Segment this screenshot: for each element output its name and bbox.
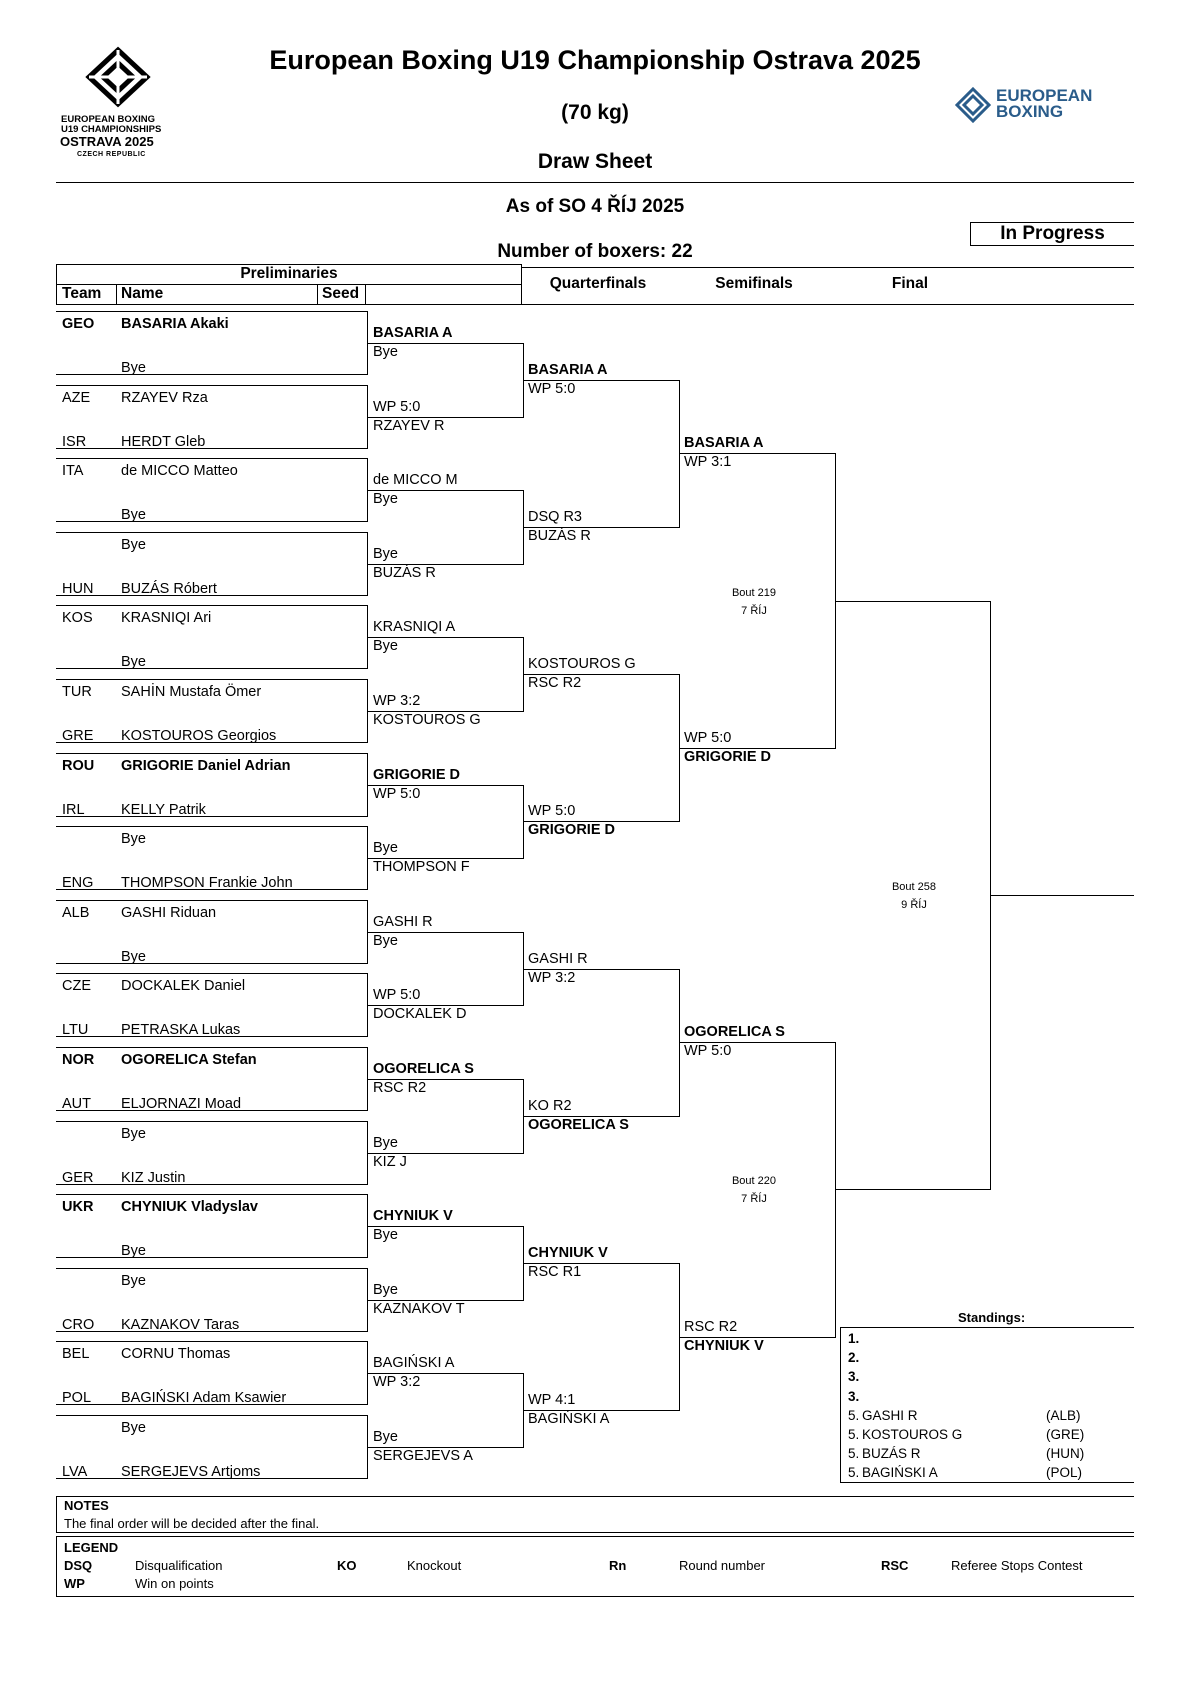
entrant-name: BASARIA Akaki (121, 316, 229, 332)
entrant-name: BUZÁS Róbert (121, 580, 217, 597)
logo-line-4: CZECH REPUBLIC (77, 151, 146, 158)
entrant-name: ELJORNAZI Moad (121, 1096, 242, 1112)
prelim-result-bottom: KAZNAKOV T (373, 1300, 465, 1317)
legend-desc: Round number (679, 1558, 765, 1573)
entrant-team: GRE (62, 728, 94, 744)
standings-name: GASHI R (862, 1407, 918, 1423)
standings-team: (POL) (1046, 1465, 1083, 1481)
qf-bout-box (368, 1373, 524, 1448)
bout-number: Bout 258 (891, 881, 937, 893)
entrant-name: Bye (121, 536, 146, 553)
qf-result-bottom: BAGIŃSKI A (528, 1411, 610, 1428)
prelim-result-top: WP 5:0 (373, 987, 421, 1004)
entrant-name: KOSTOUROS Georgios (121, 728, 277, 744)
entrant-name: de MICCO Matteo (121, 463, 238, 480)
prelim-result-top: CHYNIUK V (373, 1208, 453, 1225)
legend-desc: Referee Stops Contest (951, 1558, 1083, 1573)
prelim-result-top: de MICCO M (373, 472, 458, 489)
standings-place: 2. (848, 1350, 860, 1366)
entrant-team: TUR (62, 684, 92, 700)
seed-header: Seed (322, 285, 360, 302)
entrant-team: HUN (62, 580, 94, 597)
final-header: Final (891, 275, 929, 292)
status-badge: In Progress (1000, 223, 1105, 244)
entrant-name: CHYNIUK Vladyslav (121, 1199, 258, 1216)
standings-title: Standings: (958, 1310, 1026, 1325)
entrant-name: RZAYEV Rza (121, 389, 208, 406)
prelim-result-top: BAGIŃSKI A (373, 1355, 455, 1372)
sf-result-top: BASARIA A (684, 435, 764, 452)
prelim-result-top: WP 5:0 (373, 398, 421, 415)
bout-date: 7 ŘÍJ (741, 605, 767, 617)
entrant-name: KRASNIQI Ari (121, 610, 212, 627)
team-header: Team (62, 285, 102, 302)
prelim-result-top: Bye (373, 840, 398, 857)
standings-team: (HUN) (1046, 1446, 1085, 1462)
entrant-name: Bye (121, 1272, 146, 1289)
qf-result-top: GASHI R (528, 950, 588, 967)
prelim-result-bottom: BUZÁS R (373, 564, 436, 581)
legend-desc: Disqualification (135, 1558, 223, 1573)
entrant-name: Bye (121, 1125, 146, 1142)
sf-result-top: WP 5:0 (684, 729, 732, 746)
entrant-team: LVA (62, 1464, 88, 1480)
entrant-team: ALB (62, 904, 90, 921)
prelim-result-bottom: WP 3:2 (373, 1374, 421, 1391)
prelim-result-top: WP 3:2 (373, 693, 421, 709)
prelim-result-bottom: KIZ J (373, 1153, 407, 1170)
page-title: European Boxing U19 Championship Ostrava 2025 (269, 45, 921, 75)
entrant-name: OGORELICA Stefan (121, 1052, 257, 1068)
entrant-team: CRO (62, 1316, 95, 1333)
entrant-name: Bye (121, 360, 146, 376)
prelim-bout-box (56, 385, 368, 449)
prelim-bout-box (56, 1047, 368, 1111)
qf-result-top: WP 5:0 (528, 803, 576, 820)
qf-result-bottom: RSC R1 (528, 1264, 582, 1280)
entrant-name: CORNU Thomas (121, 1346, 231, 1363)
prelim-result-top: Bye (373, 1429, 398, 1445)
prelim-result-bottom: Bye (373, 932, 398, 949)
entrant-name: PETRASKA Lukas (121, 1022, 241, 1039)
qf-result-top: KO R2 (528, 1097, 572, 1114)
standings-name: BAGIŃSKI A (862, 1465, 938, 1481)
qf-bout-box (368, 785, 524, 860)
prelim-bout-box (56, 1194, 368, 1258)
qf-result-top: WP 4:1 (528, 1392, 576, 1409)
prelim-result-bottom: KOSTOUROS G (373, 712, 481, 728)
prelim-bout-box (56, 605, 368, 669)
prelim-bout-box (56, 826, 368, 890)
qf-result-top: BASARIA A (528, 361, 608, 378)
federation-logo-line-1: EUROPEAN (996, 86, 1093, 105)
prelim-result-bottom: Bye (373, 344, 398, 360)
prelim-result-top: Bye (373, 545, 398, 562)
standings-place: 5. (848, 1465, 860, 1481)
entrant-team: BEL (62, 1346, 90, 1363)
prelim-bout-box (56, 900, 368, 964)
entrant-team: POL (62, 1390, 92, 1407)
legend-desc: Knockout (407, 1558, 462, 1573)
prelim-bout-box (56, 532, 368, 596)
prelim-result-bottom: RSC R2 (373, 1080, 427, 1096)
legend-desc: Win on points (135, 1576, 214, 1591)
entrant-name: KELLY Patrik (121, 801, 206, 818)
entrant-name: HERDT Gleb (121, 433, 206, 450)
entrant-name: GASHI Riduan (121, 904, 217, 921)
entrant-name: Bye (121, 948, 146, 965)
header-divider (56, 182, 1134, 183)
sf-result-bottom: CHYNIUK V (684, 1337, 764, 1354)
prelim-bout-box (56, 311, 368, 375)
championship-bout-box (835, 601, 991, 1191)
bout-date: 9 ŘÍJ (901, 899, 927, 911)
prelim-result-top: KRASNIQI A (373, 619, 456, 636)
standings-team: (ALB) (1046, 1407, 1081, 1423)
prelim-result-bottom: Bye (373, 1227, 398, 1244)
entrant-name: SAHİN Mustafa Ömer (121, 684, 262, 700)
qf-bout-box (368, 637, 524, 712)
as-of-date: As of SO 4 ŘÍJ 2025 (505, 196, 685, 217)
prelim-result-bottom: Bye (373, 638, 398, 655)
prelim-result-bottom: RZAYEV R (373, 417, 445, 434)
prelim-result-top: GASHI R (373, 913, 433, 930)
prelim-bout-box (56, 753, 368, 817)
standings-place: 3. (848, 1369, 860, 1385)
entrant-team: AZE (62, 389, 91, 406)
legend-abbr: DSQ (64, 1558, 93, 1573)
prelim-bout-box (56, 1341, 368, 1405)
prelim-result-bottom: WP 5:0 (373, 785, 421, 802)
qf-result-top: DSQ R3 (528, 509, 582, 525)
prelim-result-top: Bye (373, 1281, 398, 1298)
sf-result-bottom: WP 5:0 (684, 1043, 732, 1060)
prelim-bout-box (56, 679, 368, 743)
entrant-name: THOMPSON Frankie John (121, 875, 293, 892)
sf-bout-box (523, 969, 680, 1117)
prelim-result-bottom: DOCKALEK D (373, 1006, 467, 1023)
entrant-name: SERGEJEVS Artjoms (121, 1464, 261, 1480)
sf-result-bottom: WP 3:1 (684, 454, 732, 471)
qf-result-bottom: WP 5:0 (528, 380, 576, 397)
final-bout-box (679, 453, 836, 748)
entrant-team: ITA (62, 463, 84, 480)
qf-bout-box (368, 1226, 524, 1301)
final-bout-box (679, 1042, 836, 1337)
prelim-result-bottom: Bye (373, 491, 398, 508)
entrant-team: LTU (62, 1022, 89, 1039)
logo-line-3: OSTRAVA 2025 (60, 134, 154, 149)
entrant-name: GRIGORIE Daniel Adrian (121, 757, 291, 774)
standings-place: 1. (848, 1331, 860, 1346)
prelim-bout-box (56, 458, 368, 522)
semifinals-header: Semifinals (715, 275, 793, 292)
logo-line-1: EUROPEAN BOXING (61, 114, 155, 125)
entrant-team: ROU (62, 757, 95, 774)
entrant-name: Bye (121, 1420, 146, 1436)
standings-name: KOSTOUROS G (862, 1427, 963, 1442)
legend-abbr: WP (64, 1576, 85, 1591)
qf-result-bottom: GRIGORIE D (528, 822, 616, 839)
sf-result-top: RSC R2 (684, 1318, 738, 1335)
entrant-team: KOS (62, 610, 93, 627)
entrant-team: NOR (62, 1052, 95, 1068)
standings-place: 3. (848, 1388, 860, 1404)
entrant-name: KAZNAKOV Taras (121, 1316, 240, 1333)
boxer-count: Number of boxers: 22 (497, 241, 693, 262)
bout-date: 7 ŘÍJ (741, 1193, 767, 1205)
prelim-result-bottom: SERGEJEVS A (373, 1448, 473, 1464)
qf-result-bottom: WP 3:2 (528, 969, 576, 986)
entrant-team: UKR (62, 1199, 94, 1216)
entrant-name: Bye (121, 1243, 146, 1260)
notes-title: NOTES (64, 1498, 109, 1513)
prelim-result-bottom: THOMPSON F (373, 859, 470, 876)
standings-place: 5. (848, 1407, 860, 1423)
legend-abbr: KO (337, 1558, 357, 1573)
quarterfinals-header: Quarterfinals (549, 275, 647, 292)
legend-abbr: RSC (881, 1558, 909, 1573)
sf-bout-box (523, 380, 680, 528)
entrant-team: GEO (62, 316, 95, 332)
standings-team: (GRE) (1046, 1427, 1085, 1442)
prelim-bout-box (56, 1268, 368, 1332)
entrant-team: ENG (62, 875, 94, 892)
prelim-result-top: OGORELICA S (373, 1061, 474, 1077)
prelim-result-top: GRIGORIE D (373, 766, 461, 783)
prelim-bout-box (56, 1415, 368, 1479)
name-header: Name (121, 285, 164, 302)
prelim-bout-box (56, 973, 368, 1037)
prelim-bout-box (56, 1121, 368, 1185)
qf-result-top: KOSTOUROS G (528, 656, 636, 673)
preliminaries-header: Preliminaries (240, 265, 338, 282)
qf-bout-box (368, 932, 524, 1007)
entrant-name: Bye (121, 507, 146, 524)
entrant-team: CZE (62, 978, 91, 995)
entrant-team: GER (62, 1169, 94, 1186)
entrant-name: BAGIŃSKI Adam Ksawier (121, 1390, 287, 1407)
qf-result-bottom: OGORELICA S (528, 1116, 629, 1133)
qf-bout-box (368, 1079, 524, 1154)
entrant-team: AUT (62, 1096, 91, 1112)
standings-place: 5. (848, 1427, 860, 1442)
logo-line-2: U19 CHAMPIONSHIPS (61, 124, 162, 135)
qf-bout-box (368, 490, 524, 565)
notes-text: The final order will be decided after the final. (64, 1516, 320, 1531)
legend-abbr: Rn (609, 1558, 627, 1573)
standings-name: BUZÁS R (862, 1446, 921, 1462)
standings-place: 5. (848, 1446, 860, 1462)
entrant-name: Bye (121, 831, 146, 848)
entrant-name: Bye (121, 654, 146, 671)
prelim-result-top: Bye (373, 1134, 398, 1151)
qf-bout-box (368, 343, 524, 418)
prelim-result-top: BASARIA A (373, 325, 453, 341)
sf-result-bottom: GRIGORIE D (684, 748, 772, 765)
bout-number: Bout 220 (731, 1175, 777, 1187)
weight-class: (70 kg) (561, 101, 629, 124)
federation-logo-line-2: BOXING (996, 102, 1064, 121)
qf-result-bottom: RSC R2 (528, 675, 582, 692)
champion-line (990, 895, 1134, 896)
sf-bout-box (523, 1263, 680, 1411)
entrant-name: DOCKALEK Daniel (121, 978, 246, 995)
entrant-team: ISR (62, 433, 87, 450)
qf-result-top: CHYNIUK V (528, 1245, 608, 1261)
legend-title: LEGEND (64, 1540, 119, 1555)
bout-number: Bout 219 (731, 587, 777, 599)
qf-result-bottom: BUZÁS R (528, 528, 591, 544)
sheet-title: Draw Sheet (537, 150, 653, 173)
entrant-team: IRL (62, 801, 85, 818)
entrant-name: KIZ Justin (121, 1169, 186, 1186)
sf-bout-box (523, 674, 680, 822)
sf-result-top: OGORELICA S (684, 1024, 785, 1041)
federation-logo-icon (955, 87, 991, 123)
